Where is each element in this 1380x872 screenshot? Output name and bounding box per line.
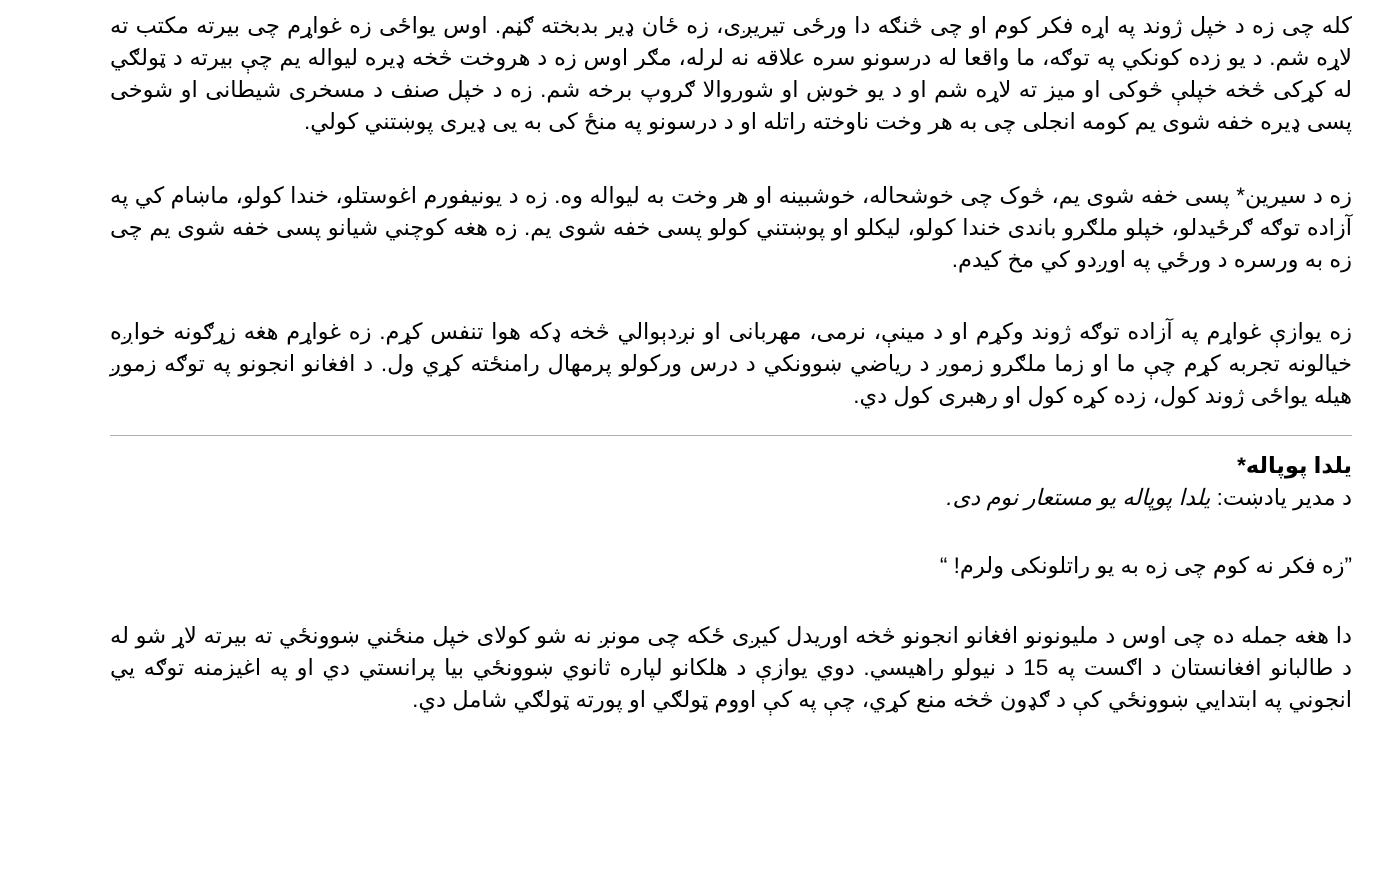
paragraph-spacer bbox=[110, 276, 1352, 316]
editor-note bbox=[110, 482, 1352, 514]
section-divider bbox=[110, 435, 1352, 436]
pull-quote: ”زه فکر نه کوم چی زه به یو راتلونکی ولرم! “ bbox=[939, 553, 1352, 578]
closing-paragraph: دا هغه جمله ده چی اوس د ملیونونو افغانو انجونو څخه اوریدل کیږی ځکه چی مونږ نه شو کولای خپل منځني ښوونځي ته بیرته لاړ شو له د طالبانو افغانستان د اګست په 15 د نیولو راهیسي. دوي یوازې د هلکانو لپاره ثانوي ښوونځي بیا پرانستي دي او په اغیزمنه توګه یي انجوني په ابتدایي ښوونځي کې د ګډون څخه منع کړي، چې په کې اووم ټولګي او پورته ټولګي شامل دي. bbox=[110, 623, 1352, 712]
article-paragraph-1: کله چی زه د خپل ژوند په اړه فکر کوم او چی څنګه دا ورځی تیریږی، زه ځان ډیر بدبخته ګڼم. اوس یواځی زه غواړم چی بیرته مکتب ته لاړه شم. د یو زده کونکي په توګه، ما واقعا له درسونو سره علاقه نه لرله، مګر اوس زه د هروخت څخه ډیره لیواله یم چې بیرته د ټولګي له کړکی څخه خپلې څوکی او میز ته لاړه شم او د یو خوښ او شوروالا ګروپ برخه شم. زه د خپل صنف د مسخری شیطانی او شوخی پسی ډیره خفه شوی یم کومه انجلی چی به هر وخت ناوخته راتله او د درسونو په منځ کی به یی ډیری پوښتني کولي. bbox=[110, 13, 1352, 134]
article-paragraph-2: زه د سیرین* پسی خفه شوی یم، څوک چی خوشحاله، خوشبینه او هر وخت به لیواله وه. زه د یونیفورم اغوستلو، خندا کولو، ماښام کي په آزاده توګه ګرځیدلو، خپلو ملګرو باندی خندا کولو، لیکلو او پوښتني کولو پسی خفه شوی یم. زه هغه کوچني شیانو پسی خفه شوی یم چی زه به ورسره د ورځي په اوږدو کي مخ کیدم. bbox=[110, 183, 1352, 272]
editor-note-text: یلدا پوپاله یو مستعار نوم دی. bbox=[946, 485, 1217, 510]
document-page bbox=[110, 10, 1352, 716]
editor-note-label: د مدیر یادښت: bbox=[1216, 485, 1352, 510]
author-byline: یلدا پوپاله* bbox=[1237, 453, 1352, 478]
paragraph-spacer bbox=[110, 138, 1352, 180]
article-paragraph-3: زه یوازې غواړم په آزاده توګه ژوند وکړم او د مینې، نرمی، مهربانی او نږدېوالي څخه ډکه هوا تنفس کړم. زه غواړم هغه زړګونه خواږه خیالونه تجربه کړم چې ما او زما ملګرو زموږ د ریاضي ښوونکي د درس ورکولو پرمهال رامنځته کړي ول. د افغانو انجونو په توګه زموږ هیله یواځی ژوند کول، زده کړه کول او رهبری کول دي. bbox=[110, 319, 1352, 408]
